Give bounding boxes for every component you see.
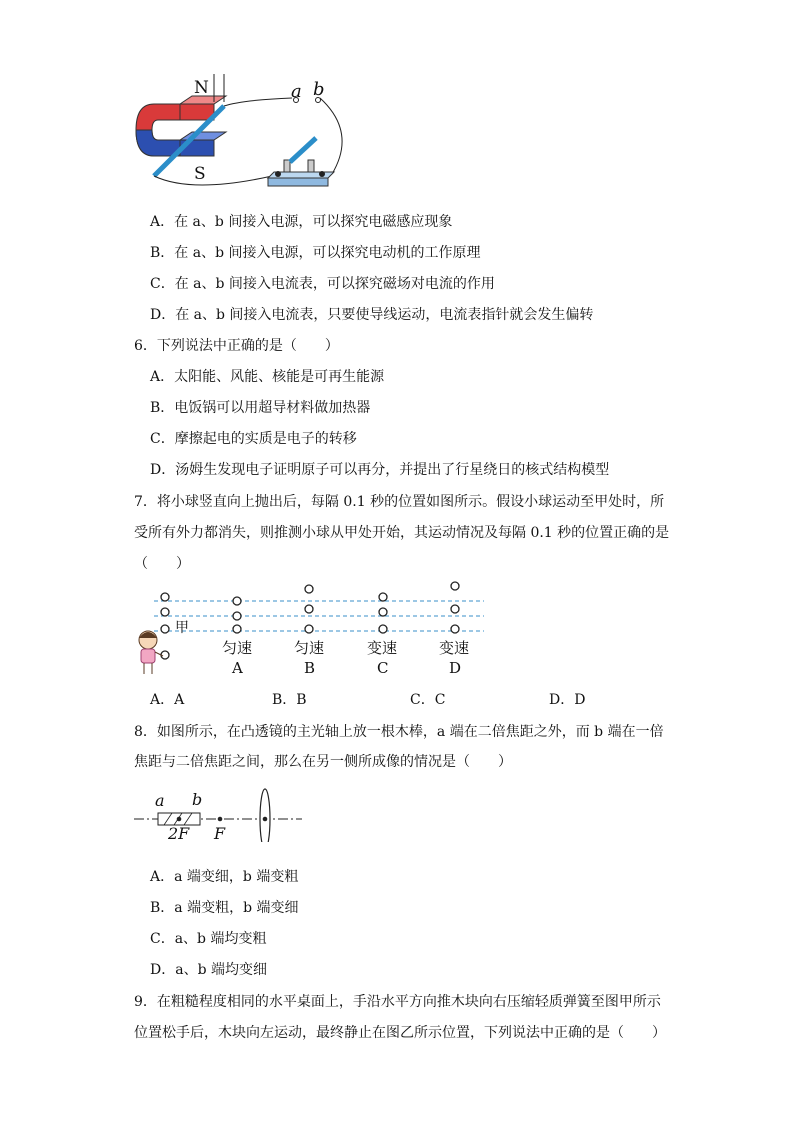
motion-type-c: 变速 bbox=[367, 639, 398, 657]
q8-option-c: C．a、b 端均变粗 bbox=[150, 931, 267, 947]
q6-option-b: B．电饭锅可以用超导材料做加热器 bbox=[150, 400, 371, 416]
convex-lens-figure bbox=[132, 786, 304, 842]
q5-option-b: B．在 a、b 间接入电源，可以探究电动机的工作原理 bbox=[150, 245, 481, 261]
q7-stem-line-3: （ ） bbox=[134, 556, 190, 572]
option-letter-a: A bbox=[232, 659, 243, 677]
terminal-b-label: b bbox=[313, 79, 325, 100]
q6-option-c: C．摩擦起电的实质是电子的转移 bbox=[150, 431, 357, 447]
q8-option-b: B．a 端变粗，b 端变细 bbox=[150, 900, 299, 916]
focal-point-label: F bbox=[214, 824, 226, 843]
start-point-label: 甲 bbox=[175, 620, 189, 636]
q5-option-a: A．在 a、b 间接入电源，可以探究电磁感应现象 bbox=[150, 214, 453, 230]
q7-stem-line-1: 7．将小球竖直向上抛出后，每隔 0.1 秒的位置如图所示。假设小球运动至甲处时，所 bbox=[134, 494, 665, 510]
terminal-a-label: a bbox=[291, 81, 302, 102]
ball-motion-figure bbox=[132, 578, 492, 682]
q5-option-d: D．在 a、b 间接入电流表，只要使导线运动，电流表指针就会发生偏转 bbox=[150, 307, 594, 323]
q9-stem-line-1: 9．在粗糙程度相同的水平桌面上，手沿水平方向推木块向右压缩轻质弹簧至图甲所示 bbox=[134, 994, 661, 1010]
magnet-north-label: N bbox=[194, 78, 209, 98]
magnet-south-label: S bbox=[194, 164, 206, 184]
q7-stem-line-2: 受所有外力都消失，则推测小球从甲处开始，其运动情况及每隔 0.1 秒的位置正确的是 bbox=[134, 525, 670, 541]
q8-option-a: A．a 端变细，b 端变粗 bbox=[150, 869, 299, 885]
q7-option-a: A．A bbox=[150, 692, 185, 708]
q5-option-c: C．在 a、b 间接入电流表，可以探究磁场对电流的作用 bbox=[150, 276, 495, 292]
q6-option-a: A．太阳能、风能、核能是可再生能源 bbox=[150, 369, 385, 385]
electromagnet-figure bbox=[132, 72, 347, 194]
q7-option-b: B．B bbox=[272, 692, 307, 708]
q7-option-c: C．C bbox=[410, 692, 446, 708]
rod-end-b-label: b bbox=[192, 790, 203, 809]
rod-end-a-label: a bbox=[155, 791, 165, 810]
q8-stem-line-2: 焦距与二倍焦距之间，那么在另一侧所成像的情况是（ ） bbox=[134, 754, 512, 770]
option-letter-b: B bbox=[304, 659, 316, 677]
motion-type-b: 匀速 bbox=[294, 639, 325, 657]
q6-option-d: D．汤姆生发现电子证明原子可以再分，并提出了行星绕日的核式结构模型 bbox=[150, 462, 610, 478]
q6-stem: 6．下列说法中正确的是（ ） bbox=[134, 338, 339, 354]
motion-type-a: 匀速 bbox=[222, 639, 253, 657]
double-focal-label: 2F bbox=[168, 824, 190, 843]
option-letter-c: C bbox=[377, 659, 389, 677]
motion-type-d: 变速 bbox=[439, 639, 470, 657]
q7-option-d: D．D bbox=[549, 692, 586, 708]
q9-stem-line-2: 位置松手后，木块向左运动，最终静止在图乙所示位置，下列说法中正确的是（ ） bbox=[134, 1025, 666, 1041]
q8-stem-line-1: 8．如图所示，在凸透镜的主光轴上放一根木棒，a 端在二倍焦距之外，而 b 端在一倍 bbox=[134, 724, 664, 740]
option-letter-d: D bbox=[449, 659, 462, 677]
q8-option-d: D．a、b 端均变细 bbox=[150, 962, 267, 978]
